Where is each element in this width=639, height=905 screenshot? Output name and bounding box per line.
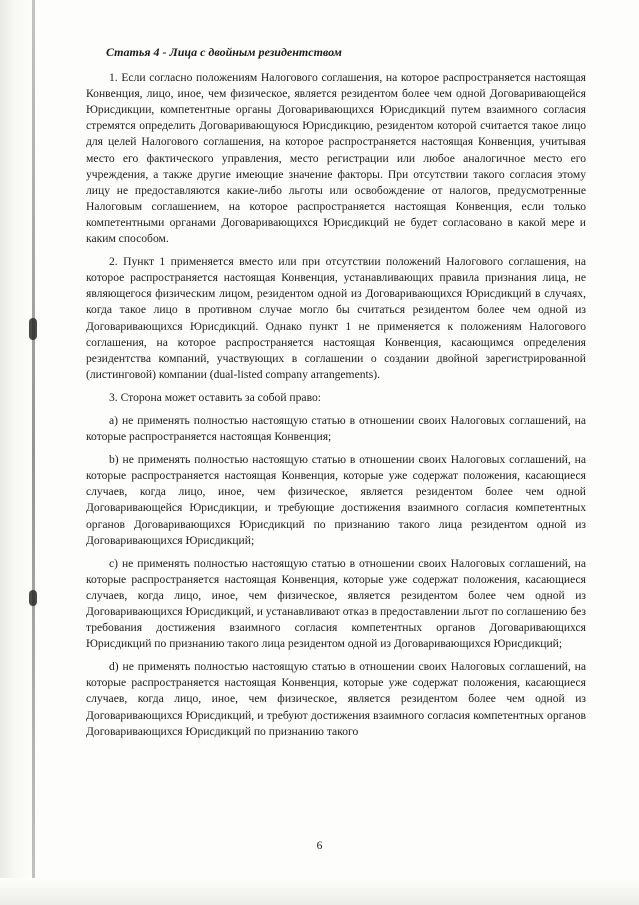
page-number: 6	[316, 840, 323, 852]
binding-fold-line	[32, 0, 35, 905]
binding-hole-mark	[29, 318, 37, 340]
paragraph-3d: d) не применять полностью настоящую статью в отношении своих Налоговых соглашений, на которые распространяется настоящая Конвенция, которые уже содержат положения, касающиеся случаев, когда лицо, иное, чем физическое, является резидентом более чем одной из Договаривающихся Юрисдикций, и требуют достижения взаимного согласия компетентных органов Договаривающихся Юрисдикций по признанию такого	[86, 660, 586, 738]
paragraph-1: 1. Если согласно положениям Налогового соглашения, на которое распространяется настоящая Конвенция, лицо, иное, чем физическое, является резидентом более чем одной Договаривающейся Юрисдикции, компетентные органы Договаривающихся Юрисдикций путем взаимного согласия стремятся определить Договаривающуюся Юрисдикцию, резидентом которой считается такое лицо для целей Налогового соглашения, на которое распространяется настоящая Конвенция, учитывая место его фактического управления, место регистрации или любое аналогичное место его учреждения, а также другие имеющие значение факторы. При отсутствии такого согласия этому лицу не предоставляются какие-либо льготы или освобождение от налогов, предусмотренные Налоговым соглашением, на которое распространяется настоящая Конвенция, если только компетентными органами Договаривающихся Юрисдикций не будет согласовано в какой мере и каким способом.	[86, 71, 586, 246]
document-body	[86, 44, 586, 747]
article-heading: Статья 4 - Лица с двойным резидентством	[106, 45, 342, 59]
paragraph-3a: a) не применять полностью настоящую статью в отношении своих Налоговых соглашений, на которые распространяется настоящая Конвенция;	[86, 413, 586, 444]
paragraph-2: 2. Пункт 1 применяется вместо или при отсутствии положений Налогового соглашения, на которое распространяется настоящая Конвенция, устанавливающих правила признания лица, не являющегося физическим лицом, резидентом одной из Договаривающихся Юрисдикций в случаях, когда такое лицо в противном случае могло бы считаться резидентом более чем одной из Договаривающихся Юрисдикций. Однако пункт 1 не применяется к положениям Налогового соглашения, на которое распространяется настоящая Конвенция, касающимся определения резидентства компаний, участвующих в соглашении о создании двойной зарегистрированной (листинговой) компании (dual-listed company arrangements).	[86, 255, 586, 381]
paragraph-3: 3. Сторона может оставить за собой право:	[109, 390, 321, 404]
scan-bottom-shadow	[0, 878, 639, 905]
scan-left-edge	[0, 0, 34, 905]
paragraph-3b: b) не применять полностью настоящую статью в отношении своих Налоговых соглашений, на которые распространяется настоящая Конвенция, которые уже содержат положения, касающиеся случаев, когда лицо, иное, чем физическое, является резидентом более чем одной Договаривающейся Юрисдикции, и требующие достижения взаимного согласия компетентных органов Договаривающихся Юрисдикций по признанию такого лица резидентом одной из Договаривающихся Юрисдикций;	[86, 453, 586, 547]
binding-hole-mark	[29, 590, 37, 606]
paragraph-3c: c) не применять полностью настоящую статью в отношении своих Налоговых соглашений, на которые распространяется настоящая Конвенция, которые уже содержат положения, касающиеся случаев, когда лицо, иное, чем физическое, является резидентом более чем одной из Договаривающихся Юрисдикций, и устанавливают отказ в предоставлении льгот по соглашению без требования достижения взаимного согласия компетентных органов Договаривающихся Юрисдикций по признанию такого лица резидентом одной из Договаривающихся Юрисдикций;	[86, 556, 586, 651]
